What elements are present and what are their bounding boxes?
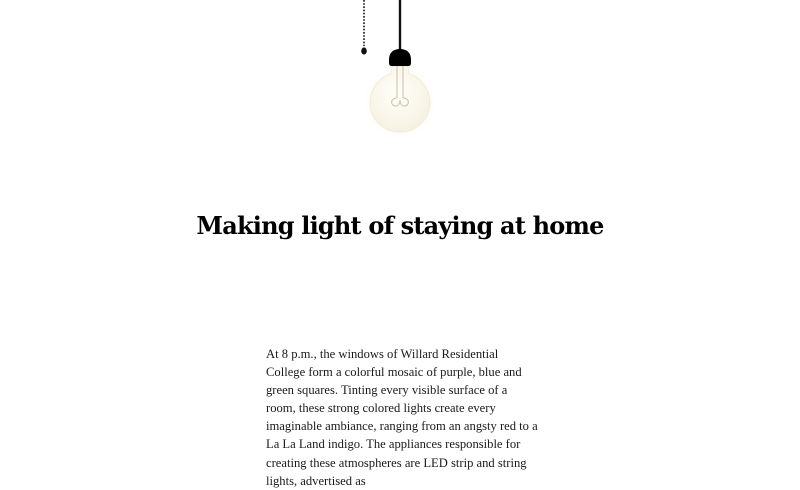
bulb-socket — [389, 49, 411, 66]
light-bulb-illustration — [340, 0, 460, 150]
light-bulb-icon — [340, 0, 460, 150]
article-headline: Making light of staying at home — [196, 211, 604, 240]
pull-chain-icon[interactable] — [361, 0, 367, 55]
article-paragraph: At 8 p.m., the windows of Willard Residential College form a colorful mosaic of purple, blue and green squares. Tinting every visible surface of a room, these strong colored lights create every imaginable ambiance, ranging from an angsty red to a La La Land indigo. The appliances responsible for creating these atmospheres are LED strip and string lights, advertised as — [266, 347, 538, 488]
article-body — [266, 345, 538, 488]
